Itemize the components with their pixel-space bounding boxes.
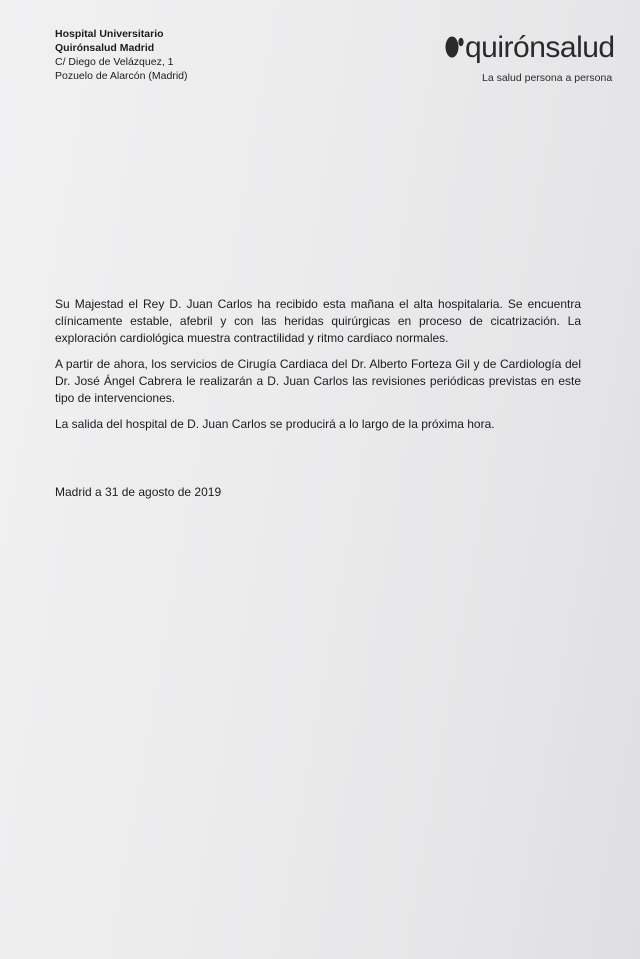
quironsalud-logo <box>440 30 636 90</box>
letter-date: Madrid a 31 de agosto de 2019 <box>55 485 222 499</box>
sender-address-block <box>55 27 188 83</box>
logo-tagline: La salud persona a persona <box>482 72 613 84</box>
sender-name-line: Quirónsalud Madrid <box>55 42 155 54</box>
body-paragraph-departure: La salida del hospital de D. Juan Carlos se producirá a lo largo de la próxima hora. <box>55 417 495 431</box>
sender-city-line: Pozuelo de Alarcón (Madrid) <box>55 70 188 82</box>
quironsalud-logo-icon <box>444 32 464 62</box>
letter-body <box>55 296 581 433</box>
sender-street-line: C/ Diego de Velázquez, 1 <box>55 56 174 68</box>
logo-wordmark: quirónsalud <box>465 31 615 64</box>
body-paragraph-followup: A partir de ahora, los servicios de Cirugía Cardiaca del Dr. Alberto Forteza Gil y de Cardiología del Dr. José Ángel Cabrera le realizarán a D. Juan Carlos las revisiones periódicas previstas en este tipo de intervenciones. <box>55 357 581 405</box>
sender-hospital-line: Hospital Universitario <box>55 28 164 40</box>
body-paragraph-discharge: Su Majestad el Rey D. Juan Carlos ha recibido esta mañana el alta hospitalaria. Se encuentra clínicamente estable, afebril y con las heridas quirúrgicas en proceso de cicatrización. La exploración cardiológica muestra contractilidad y ritmo cardiaco normales. <box>55 297 581 345</box>
